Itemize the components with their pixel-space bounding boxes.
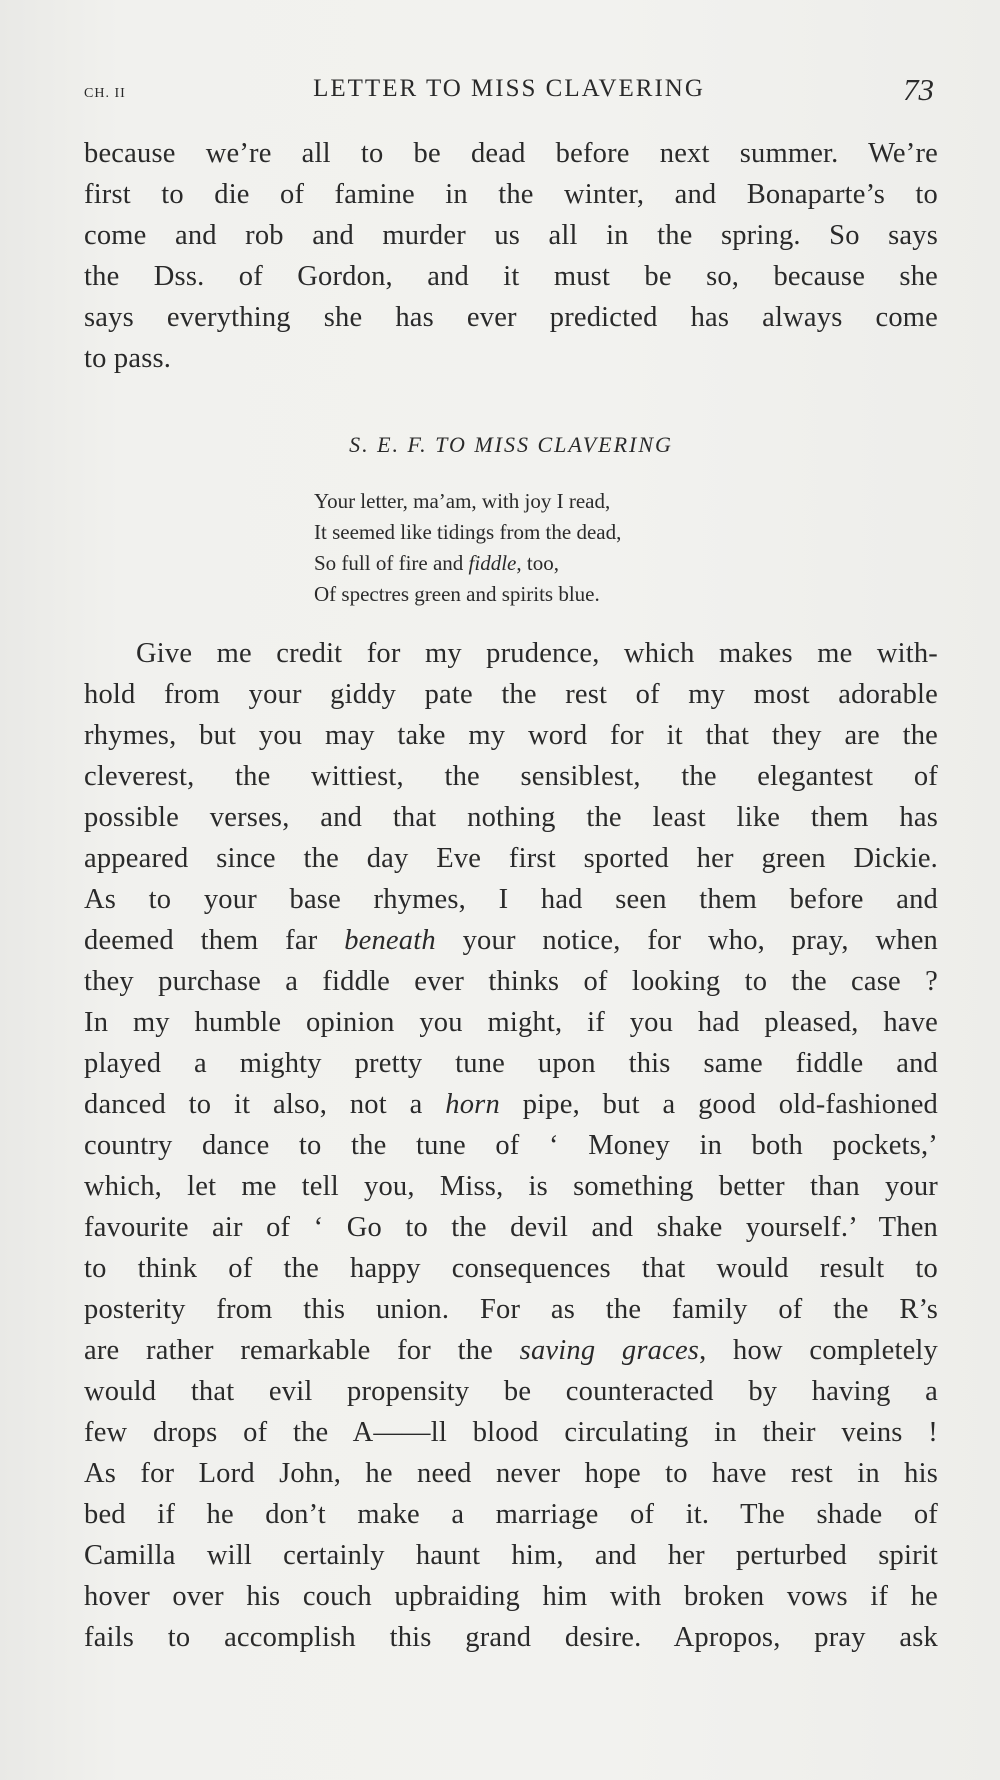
poem-text: , too,: [516, 551, 559, 575]
text-line: which, let me tell you, Miss, is something better than your: [84, 1171, 938, 1202]
text-line: they purchase a fiddle ever thinks of looking to the case ?: [84, 966, 938, 997]
text-line: favourite air of ‘ Go to the devil and shake yourself.’ Then: [84, 1212, 938, 1243]
line-text: danced to it also, not a: [84, 1089, 446, 1120]
text-line: As to your base rhymes, I had seen them before and: [84, 884, 938, 915]
text-line: the Dss. of Gordon, and it must be so, because she: [84, 261, 938, 292]
letter-heading: S. E. F. TO MISS CLAVERING: [349, 432, 673, 457]
text-line: come and rob and murder us all in the spring. So says: [84, 220, 938, 251]
italic-word: horn: [445, 1089, 500, 1120]
text-line: would that evil propensity be counteracted by having a: [84, 1376, 938, 1407]
text-line: appeared since the day Eve first sported her green Dickie.: [84, 843, 938, 874]
poem-italic-word: fiddle: [468, 551, 517, 575]
poem-line: It seemed like tidings from the dead,: [314, 520, 622, 544]
text-line: rhymes, but you may take my word for it that they are the: [84, 720, 938, 751]
poem-verse: [314, 486, 621, 610]
text-line: [84, 1084, 938, 1125]
text-line: says everything she has ever predicted has always come: [84, 302, 938, 333]
text-line: bed if he don’t make a marriage of it. The shade of: [84, 1499, 938, 1530]
text-line: hover over his couch upbraiding him with broken vows if he: [84, 1581, 938, 1612]
text-line: Camilla will certainly haunt him, and her perturbed spirit: [84, 1540, 938, 1571]
chapter-label: CH. II: [84, 86, 126, 101]
text-line: to think of the happy consequences that would result to: [84, 1253, 938, 1284]
line-text: , how completely: [699, 1335, 938, 1366]
text-line: played a mighty pretty tune upon this same fiddle and: [84, 1048, 938, 1079]
italic-word: beneath: [344, 925, 436, 956]
poem-line: Your letter, ma’am, with joy I read,: [314, 489, 611, 513]
text-line: posterity from this union. For as the family of the R’s: [84, 1294, 938, 1325]
paragraph-opening: [84, 133, 938, 379]
text-line: [84, 920, 938, 961]
poem-text: So full of fire and: [314, 551, 469, 575]
text-line: fails to accomplish this grand desire. Apropos, pray ask: [84, 1622, 938, 1653]
text-line: cleverest, the wittiest, the sensiblest, the elegantest of: [84, 761, 938, 792]
line-text: deemed them far: [84, 925, 345, 956]
page-number: 73: [903, 72, 934, 107]
line-text: your notice, for who, pray, when: [435, 925, 938, 956]
text-line: In my humble opinion you might, if you had pleased, have: [84, 1007, 938, 1038]
text-line: hold from your giddy pate the rest of my most adorable: [84, 679, 938, 710]
text-line: Give me credit for my prudence, which makes me with-: [136, 638, 938, 669]
text-line: to pass.: [84, 343, 172, 374]
poem-line: [314, 548, 621, 579]
text-line: country dance to the tune of ‘ Money in both pockets,’: [84, 1130, 938, 1161]
line-text: pipe, but a good old-fashioned: [499, 1089, 938, 1120]
text-line: because we’re all to be dead before next summer. We’re: [84, 138, 938, 169]
running-header: [84, 72, 934, 112]
text-line: possible verses, and that nothing the least like them has: [84, 802, 938, 833]
italic-phrase: saving graces: [519, 1335, 700, 1366]
text-line: first to die of famine in the winter, and Bonaparte’s to: [84, 179, 938, 210]
paragraph-letter-body: [84, 633, 938, 1658]
line-text: are rather remarkable for the: [84, 1335, 520, 1366]
text-line: few drops of the A——ll blood circulating in their veins !: [84, 1417, 938, 1448]
poem-line: Of spectres green and spirits blue.: [314, 582, 600, 606]
running-title: LETTER TO MISS CLAVERING: [313, 75, 705, 102]
text-line: [84, 1330, 938, 1371]
text-line: As for Lord John, he need never hope to have rest in his: [84, 1458, 938, 1489]
